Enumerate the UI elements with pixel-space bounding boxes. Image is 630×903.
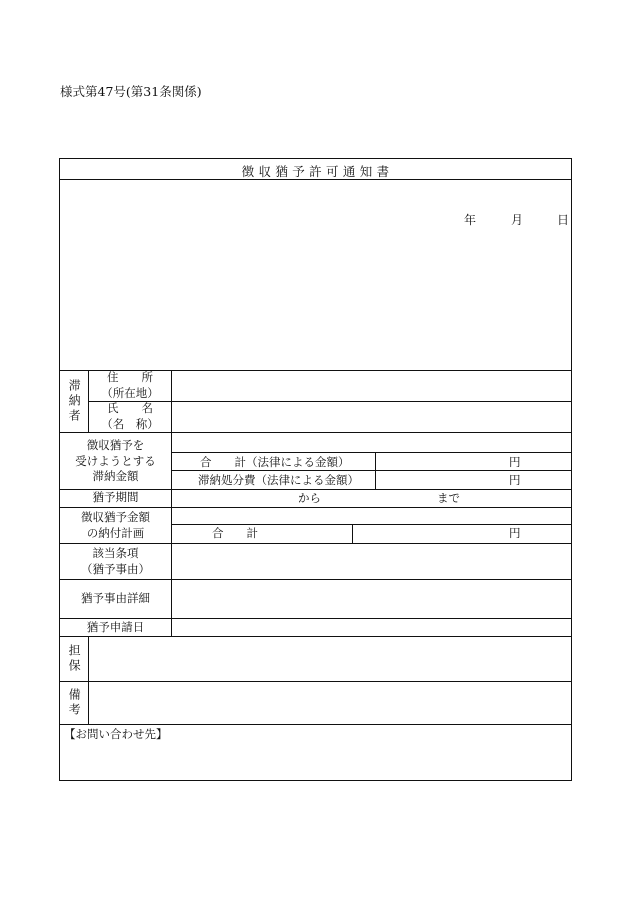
divider	[171, 452, 571, 453]
payment-plan-total-label: 合 計	[212, 526, 258, 540]
form-title: 徴 収 猶 予 許 可 通 知 書	[241, 164, 390, 179]
period-to: まで	[437, 491, 460, 505]
divider	[352, 524, 353, 543]
taxpayer-group-label: 滞納者	[67, 379, 82, 424]
divider	[60, 636, 571, 637]
payment-plan-label-line2: の納付計画	[86, 525, 145, 540]
remarks-label: 備考	[67, 688, 82, 718]
divider	[171, 370, 172, 636]
applicable-clause-sublabel: （猶予事由）	[81, 561, 150, 576]
payment-plan-total-unit: 円	[509, 526, 521, 540]
inquiry-label: 【お問い合わせ先】	[64, 727, 168, 741]
date-month: 月	[511, 213, 524, 227]
amount-label-line3: 滞納金額	[92, 469, 139, 484]
date-day: 日	[557, 213, 570, 227]
date-year: 年	[464, 213, 477, 227]
payment-plan-label-line1: 徴収猶予金額	[81, 509, 150, 524]
amount-total-label: 合 計（法律による金額）	[200, 455, 350, 469]
amount-label-line2: 受けようとする	[75, 453, 156, 468]
name-sublabel: （名 称）	[101, 417, 159, 431]
penalty-unit: 円	[509, 473, 521, 487]
divider	[60, 432, 571, 433]
name-label: 氏 名	[107, 401, 153, 416]
penalty-label: 滞納処分費（法律による金額）	[198, 473, 359, 487]
period-from: から	[298, 491, 321, 505]
collateral-label: 担保	[67, 644, 82, 674]
period-label: 猶予期間	[92, 490, 139, 505]
divider	[88, 636, 89, 724]
notice-form	[59, 158, 572, 781]
amount-total-unit: 円	[509, 455, 521, 469]
application-date-label: 猶予申請日	[86, 619, 145, 634]
divider	[60, 681, 571, 682]
amount-label-line1: 徴収猶予を	[86, 438, 145, 453]
form-number: 様式第47号(第31条関係)	[60, 84, 202, 99]
applicable-clause-label: 該当条項	[92, 545, 139, 560]
reason-detail-label: 猶予事由詳細	[81, 591, 150, 606]
divider	[60, 724, 571, 725]
divider	[60, 179, 571, 180]
address-sublabel: （所在地）	[101, 386, 159, 400]
divider	[171, 470, 571, 471]
address-label: 住 所	[107, 370, 153, 385]
